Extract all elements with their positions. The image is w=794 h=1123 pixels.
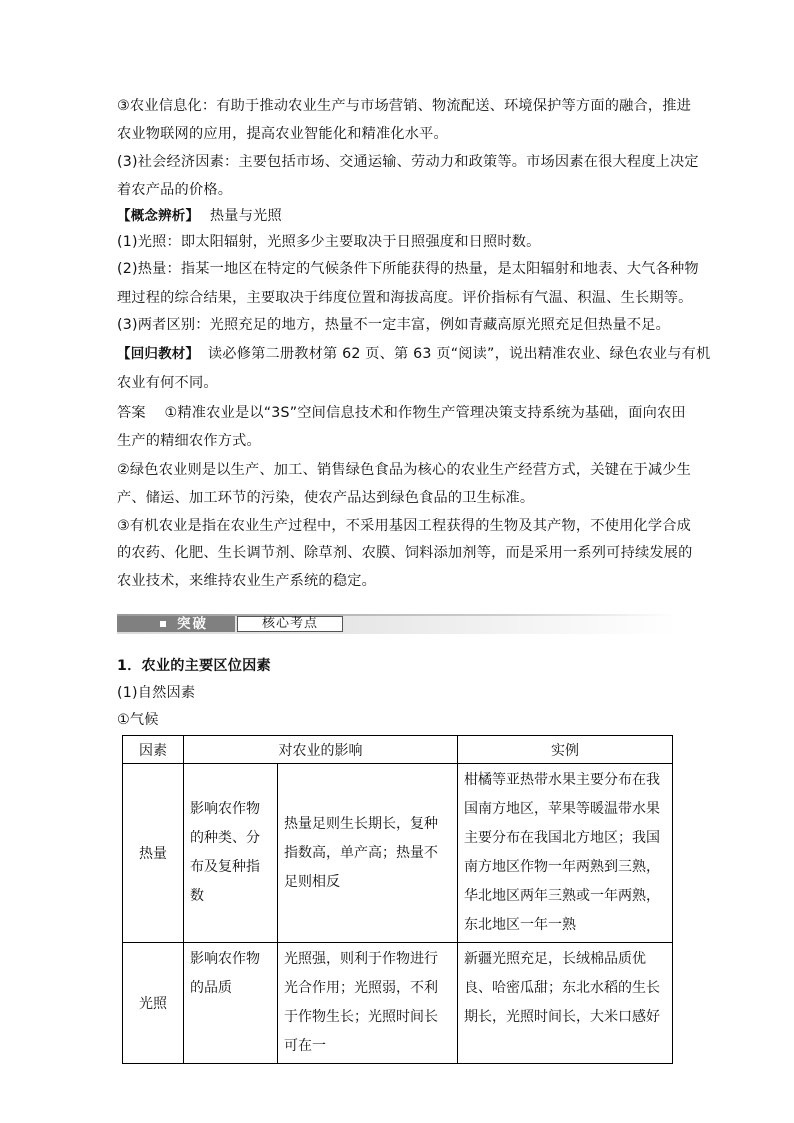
subsection-climate: ①气候 [117, 712, 159, 728]
table-header-effect: 对农业的影响 [184, 736, 458, 764]
return-to-textbook-line1 [117, 344, 711, 364]
table-cell-example [458, 764, 673, 943]
concept-difference: (3)两者区别：光照充足的地方，热量不一定丰富，例如青藏高原光照充足但热量不足。 [117, 317, 671, 333]
answer-precision-agri: ①精准农业是以“3S”空间信息技术和作物生产管理决策支持系统为基础，面向农田 [164, 405, 686, 421]
table-cell-effect-b-text: 光照强，则利于作物进行光合作用；光照弱，不利于作物生长；光照时间长可在一 [284, 951, 438, 1054]
paragraph-agri-info-line1: ③农业信息化：有助于推动农业生产与市场营销、物流配送、环境保护等方面的融合，推进 [117, 98, 692, 114]
section-banner [117, 614, 677, 634]
table-cell-example-text: 新疆光照充足，长绒棉品质优良、哈密瓜甜；东北水稻的生长期长，光照时间长，大米口感好 [464, 951, 660, 1025]
banner-core-points-label: 核心考点 [261, 616, 318, 631]
concept-analysis-tag: 【概念辨析】 [117, 208, 200, 224]
table-header-example: 实例 [458, 736, 673, 764]
table-cell-factor: 热量 [123, 764, 184, 943]
return-to-textbook-question: 读必修第二册教材第 62 页、第 63 页“阅读”，说出精准农业、绿色农业与有机 [207, 346, 711, 362]
table-header-factor: 因素 [123, 736, 184, 764]
answer-line1 [117, 403, 686, 423]
paragraph-socio-economic-line2: 着农产品的价格。 [117, 182, 233, 198]
table-cell-effect-a [184, 943, 278, 1064]
table-cell-effect-a [184, 764, 278, 943]
climate-factor-table [122, 735, 673, 1064]
subsection-natural-factors: (1)自然因素 [117, 685, 196, 701]
table-cell-effect-a-text: 影响农作物的品质 [190, 951, 260, 996]
table-row-heat [123, 764, 673, 943]
paragraph-agri-info-line2: 农业物联网的应用，提高农业智能化和精准化水平。 [117, 126, 448, 142]
table-cell-effect-a-text: 影响农作物的种类、分布及复种指数 [190, 801, 260, 904]
answer-organic-agri-line1: ③有机农业是指在农业生产过程中，不采用基因工程获得的生物及其产物，不使用化学合成 [117, 518, 692, 534]
concept-analysis-title: 热量与光照 [209, 208, 282, 224]
table-cell-example [458, 943, 673, 1064]
answer-green-agri-line2: 产、储运、加工环节的污染，使农产品达到绿色食品的卫生标准。 [117, 490, 535, 506]
table-cell-example-text: 柑橘等亚热带水果主要分布在我国南方地区，苹果等暖温带水果主要分布在我国北方地区；我国南方地区作物一年两熟到三熟，华北地区两年三熟或一年两熟，东北地区一年一熟 [464, 772, 660, 933]
concept-heat-line1: (2)热量：指某一地区在特定的气候条件下所能获得的热量，是太阳辐射和地表、大气各种物 [117, 261, 699, 277]
paragraph-socio-economic-line1: (3)社会经济因素：主要包括市场、交通运输、劳动力和政策等。市场因素在很大程度上决定 [117, 154, 699, 170]
answer-precision-agri-line2: 生产的精细农作方式。 [117, 433, 261, 449]
answer-label: 答案 [117, 405, 146, 421]
table-header-row [123, 736, 673, 764]
table-cell-factor: 光照 [123, 943, 184, 1064]
answer-green-agri-line1: ②绿色农业则是以生产、加工、销售绿色食品为核心的农业生产经营方式，关键在于减少生 [117, 462, 692, 478]
table-row-sunlight [123, 943, 673, 1064]
banner-breakthrough-label: 突破 [177, 616, 208, 632]
banner-core-points-box [237, 616, 343, 632]
return-to-textbook-line2: 农业有何不同。 [117, 375, 218, 391]
table-cell-effect-b [278, 764, 458, 943]
table-cell-effect-b [278, 943, 458, 1064]
banner-dark-block [117, 616, 235, 632]
banner-square-icon [160, 621, 166, 627]
answer-organic-agri-line3: 农业技术，来维持农业生产系统的稳定。 [117, 573, 376, 589]
answer-organic-agri-line2: 的农药、化肥、生长调节剂、除草剂、农膜、饲料添加剂等，而是采用一系列可持续发展的 [117, 545, 693, 561]
section-heading: 1．农业的主要区位因素 [117, 658, 271, 674]
return-to-textbook-tag: 【回归教材】 [117, 346, 200, 362]
table-cell-effect-b-text: 热量足则生长期长，复种指数高，单产高；热量不足则相反 [284, 815, 438, 890]
concept-heat-line2: 理过程的综合结果，主要取决于纬度位置和海拔高度。评价指标有气温、积温、生长期等。 [117, 290, 693, 306]
concept-analysis-heading [117, 206, 677, 226]
concept-sunlight: (1)光照：即太阳辐射，光照多少主要取决于日照强度和日照时数。 [117, 234, 541, 250]
